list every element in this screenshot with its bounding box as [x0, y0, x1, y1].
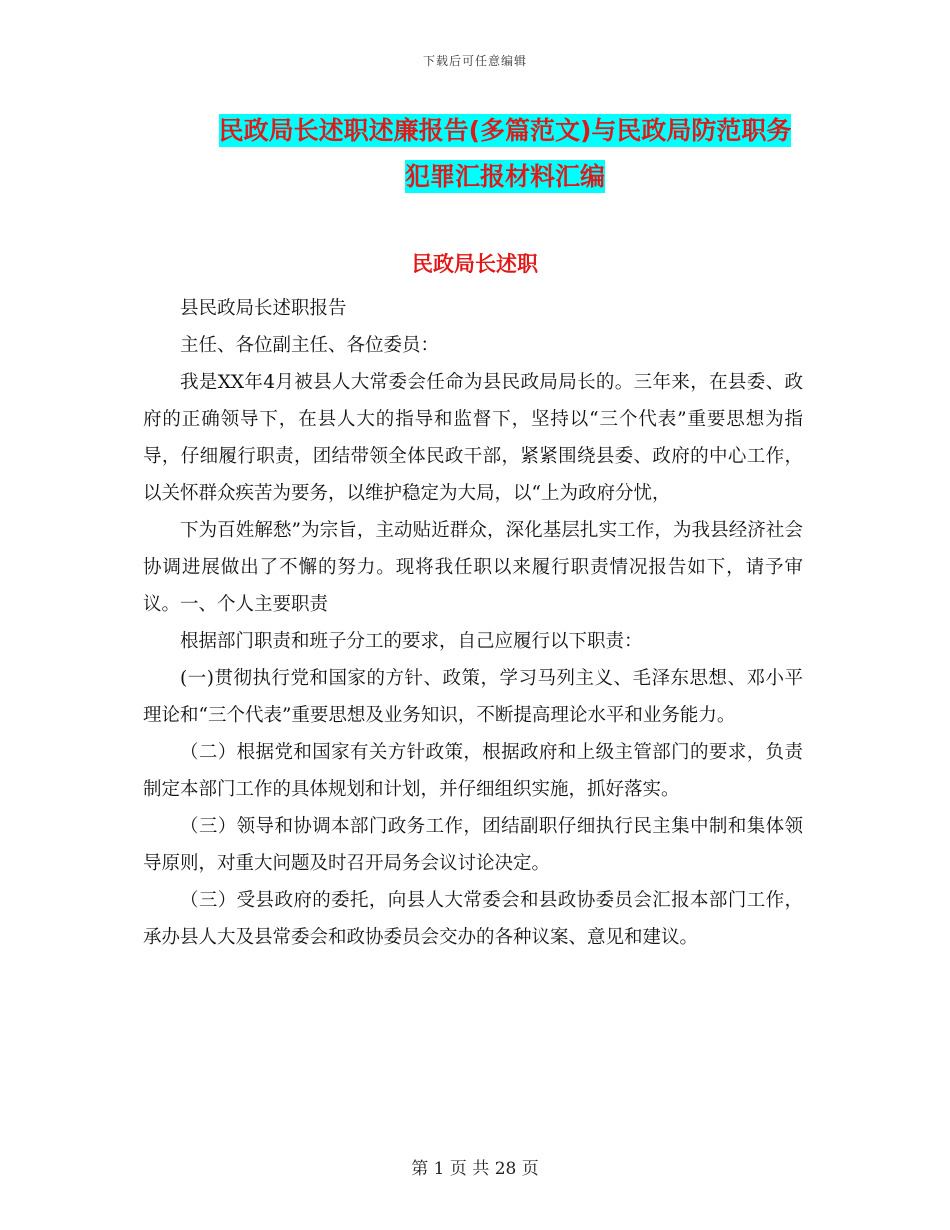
document-title-line-2: 犯罪汇报材料汇编 — [404, 162, 605, 191]
document-title-line-1: 民政局长述职述廉报告(多篇范文)与民政局防范职务 — [218, 116, 792, 145]
paragraph: 根据部门职责和班子分工的要求，自己应履行以下职责： — [180, 631, 643, 652]
paragraph: (一)贯彻执行党和国家的方针、政策，学习马列主义、毛泽东思想、邓小平理论和“三个代表”重要思想及业务知识，不断提高理论水平和业务能力。 — [143, 668, 803, 726]
document-title — [195, 108, 815, 200]
page-header-note: 下载后可任意编辑 — [422, 54, 527, 68]
document-body — [143, 290, 803, 956]
paragraph: （三）领导和协调本部门政务工作，团结副职仔细执行民主集中制和集体领导原则，对重大问题及时召开局务会议讨论决定。 — [143, 816, 803, 874]
section-title: 民政局长述职 — [412, 252, 538, 276]
paragraph: 下为百姓解愁”为宗旨，主动贴近群众，深化基层扎实工作，为我县经济社会协调进展做出了不懈的努力。现将我任职以来履行职责情况报告如下，请予审议。一、个人主要职责 — [143, 520, 803, 615]
paragraph: （二）根据党和国家有关方针政策，根据政府和上级主管部门的要求，负责制定本部门工作的具体规划和计划，并仔细组织实施，抓好落实。 — [143, 742, 803, 800]
paragraph: 主任、各位副主任、各位委员： — [180, 335, 440, 356]
page-number: 第 1 页 共 28 页 — [411, 1159, 539, 1179]
paragraph: 我是XX年4月被县人大常委会任命为县民政局局长的。三年来，在县委、政府的正确领导下，在县人大的指导和监督下，坚持以“三个代表”重要思想为指导，仔细履行职责，团结带领全体民政干部，紧紧围绕县委、政府的中心工作，以关怀群众疾苦为要务，以维护稳定为大局，以“上为政府分忧， — [143, 372, 803, 504]
paragraph: 县民政局长述职报告 — [180, 298, 347, 319]
paragraph: （三）受县政府的委托，向县人大常委会和县政协委员会汇报本部门工作，承办县人大及县常委会和政协委员会交办的各种议案、意见和建议。 — [143, 890, 803, 948]
